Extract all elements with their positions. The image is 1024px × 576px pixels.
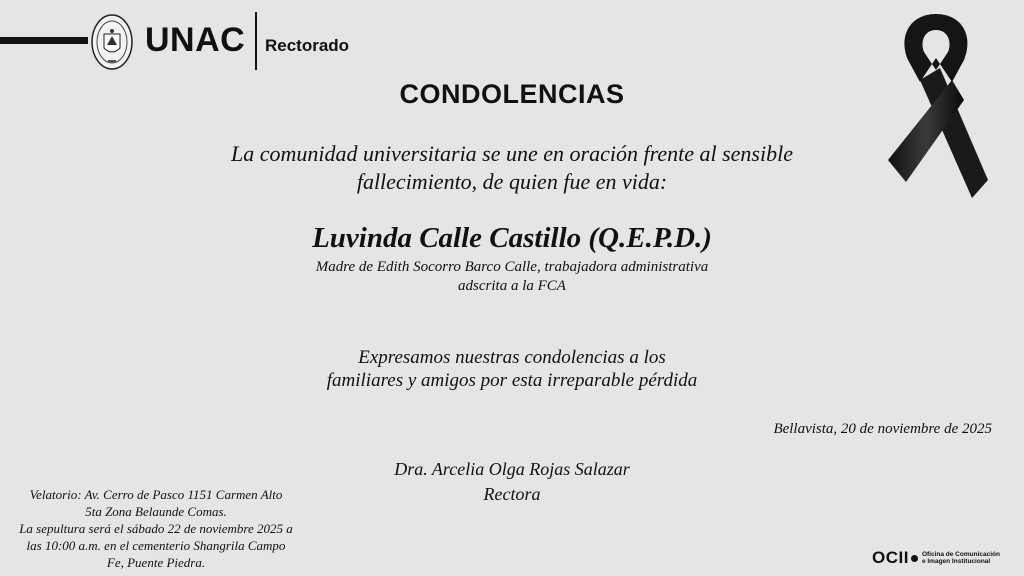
office-logo bbox=[872, 548, 1000, 568]
university-seal-icon bbox=[90, 12, 134, 72]
description-line: adscrita a la FCA bbox=[458, 278, 566, 294]
wake-line: Fe, Puente Piedra. bbox=[106, 555, 206, 570]
wake-line: La sepultura será el sábado 22 de noviembre 2025 a bbox=[19, 521, 293, 536]
office-name-line: Oficina de Comunicación bbox=[921, 551, 1000, 558]
intro-line: fallecimiento, de quien fue en vida: bbox=[356, 169, 668, 194]
brand-subtitle: Rectorado bbox=[265, 36, 350, 55]
signer-name: Dra. Arcelia Olga Rojas Salazar bbox=[394, 459, 630, 479]
wake-info bbox=[6, 486, 306, 571]
deceased-description bbox=[0, 258, 1024, 296]
wake-line: Velatorio: Av. Cerro de Pasco 1151 Carmen Alto bbox=[29, 487, 283, 502]
wake-line: 5ta Zona Belaunde Comas. bbox=[85, 504, 227, 519]
place-date: Bellavista, 20 de noviembre de 2025 bbox=[773, 421, 992, 437]
office-dot-icon bbox=[911, 555, 918, 562]
office-acronym: OCII bbox=[872, 548, 909, 567]
office-name-line: e Imagen Institucional bbox=[921, 558, 991, 565]
header-accent-bar bbox=[0, 37, 88, 44]
condolence-message bbox=[0, 346, 1024, 392]
intro-text bbox=[0, 140, 1024, 196]
signer-role: Rectora bbox=[483, 484, 541, 504]
brand-divider bbox=[255, 12, 257, 70]
message-line: Expresamos nuestras condolencias a los bbox=[358, 347, 666, 368]
wake-line: las 10:00 a.m. en el cementerio Shangrila Campo bbox=[26, 538, 286, 553]
office-name bbox=[922, 551, 1000, 565]
description-line: Madre de Edith Socorro Barco Calle, trabajadora administrativa bbox=[315, 259, 709, 275]
message-line: familiares y amigos por esta irreparable pérdida bbox=[326, 370, 698, 391]
brand-name: UNAC bbox=[145, 21, 246, 59]
page-title: CONDOLENCIAS bbox=[399, 79, 625, 109]
deceased-name: Luvinda Calle Castillo (Q.E.P.D.) bbox=[312, 222, 712, 254]
intro-line: La comunidad universitaria se une en oración frente al sensible bbox=[231, 141, 793, 166]
